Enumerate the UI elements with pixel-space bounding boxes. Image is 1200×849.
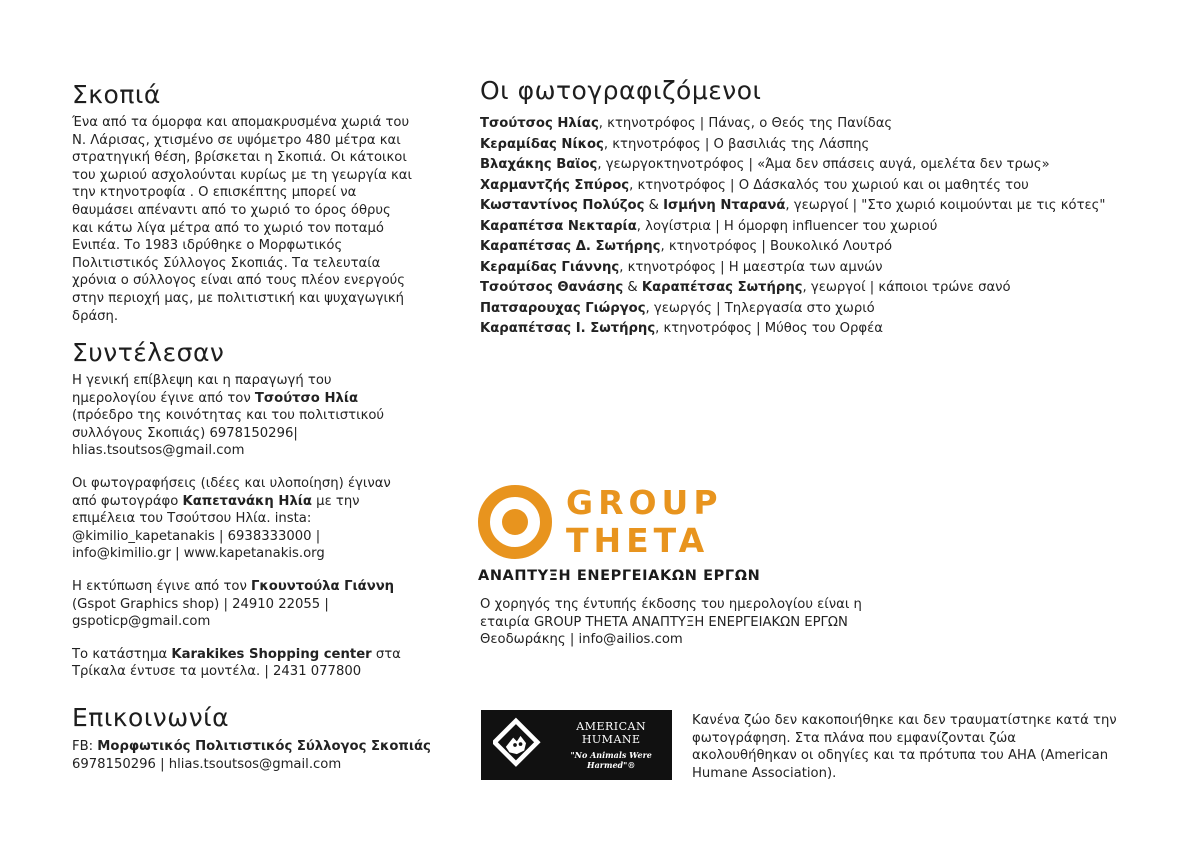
supervisor-name: Τσούτσο Ηλία (254, 390, 359, 406)
list-item: Καραπέτσα Νεκταρία, λογίστρια | Η όμορφη influencer του χωριού (480, 218, 938, 234)
store-name: Karakikes Shopping center (171, 646, 372, 662)
skopia-title: Σκοπιά (72, 80, 161, 109)
aha-tagline: "No Animals Were Harmed"® (570, 750, 652, 770)
logo-subtitle: ΑΝΑΠΤΥΞΗ ΕΝΕΡΓΕΙΑΚΩΝ ΕΡΓΩΝ (478, 568, 761, 584)
aha-dog-cat-icon (493, 717, 544, 773)
fb-page-name: Μορφωτικός Πολιτιστικός Σύλλογος Σκοπιάς (97, 739, 431, 754)
credits-photography: Οι φωτογραφήσεις (ιδέες και υλοποίηση) έγιναν από φωτογράφο Καπετανάκη Ηλία με την επιμέλεια του Τσούτσου Ηλία. insta: @kimilio_kapetanakis | 6938333000 | info@kimilio.gr | www.kapetanakis.org (72, 475, 391, 562)
contact-fb: FB: Μορφωτικός Πολιτιστικός Σύλλογος Σκοπιάς (72, 739, 431, 754)
aha-disclaimer: Κανένα ζώο δεν κακοποιήθηκε και δεν τραυματίστηκε κατά την φωτογράφηση. Στα πλάνα που εμφανίζονται ζώα ακολουθήθηκαν οι οδηγίες και τα πρότυπα του AHA (American Humane Association). (692, 713, 1117, 781)
printer-name: Γκουντούλα Γιάννη (251, 578, 395, 594)
list-item: Κεραμίδας Νίκος, κτηνοτρόφος | Ο βασιλιάς της Λάσπης (480, 136, 870, 152)
skopia-text: Ένα από τα όμορφα και απομακρυσμένα χωριά του Ν. Λάρισας, χτισμένο σε υψόμετρο 480 μέτρα και στρατηγική θέση, βρίσκεται η Σκοπιά. Οι κάτοικοι του χωριού ασχολούνται κυρίως με τη γεωργία και την κτηνοτροφία . Ο επισκέπτης μπορεί να θαυμάσει απέναντι από το χωριό το όρος όθρυς και κάτω λίγα μέτρα από το χωριό τον ποταμό Ενιπέα. Το 1983 ιδρύθηκε ο Μορφωτικός Πολιτιστικός Σύλλογος Σκοπιάς. Τα τελευταία χρόνια ο σύλλογος είναι από τους πλέον ενεργούς στην περιοχή μας, με πολιτιστική και ψυχαγωγική δράση. (72, 115, 412, 324)
list-item: Τσούτσος Ηλίας, κτηνοτρόφος | Πάνας, ο Θεός της Πανίδας (480, 116, 893, 131)
group-theta-logo (478, 484, 760, 584)
sponsor-text: Ο χορηγός της έντυπής έκδοσης του ημερολογίου είναι η εταιρία GROUP THETA ΑΝΑΠΤΥΞΗ ΕΝΕΡΓΕΙΑΚΩΝ ΕΡΓΩΝ Θεοδωράκης | info@ailios.com (480, 597, 862, 648)
credits-block (72, 372, 402, 696)
photographer-name: Καπετανάκη Ηλία (182, 493, 312, 509)
list-item: Βλαχάκης Βαϊος, γεωργοκτηνοτρόφος | «Άμα δεν σπάσεις αυγά, ομελέτα δεν τρως» (480, 157, 1050, 172)
target-icon (478, 485, 552, 559)
credits-clothing: Το κατάστημα Karakikes Shopping center στα Τρίκαλα έντυσε τα μοντέλα. | 2431 077800 (72, 646, 401, 680)
contact-block (72, 738, 432, 773)
list-item: Καραπέτσας Ι. Σωτήρης, κτηνοτρόφος | Μύθος του Ορφέα (480, 321, 883, 336)
contact-phone-email: 6978150296 | hlias.tsoutsos@gmail.com (72, 756, 342, 772)
credits-printing: Η εκτύπωση έγινε από τον Γκουντούλα Γιάννη (Gspot Graphics shop) | 24910 22055 | gspoticp@gmail.com (72, 578, 395, 630)
logo-word-group: GROUP (566, 483, 723, 522)
people-list (480, 114, 1120, 340)
logo-word-theta: THETA (566, 521, 710, 560)
list-item: Πατσαρουχας Γιώργος, γεωργός | Τηλεργασία στο χωριό (480, 300, 875, 316)
list-item: Καραπέτσας Δ. Σωτήρης, κτηνοτρόφος | Βουκολικό Λουτρό (480, 239, 893, 254)
list-item: Χαρμαντζής Σπύρος, κτηνοτρόφος | Ο Δάσκαλός του χωριού και οι μαθητές του (480, 177, 1029, 193)
list-item: Κεραμίδας Γιάννης, κτηνοτρόφος | Η μαεστρία των αμνών (480, 259, 883, 275)
list-item: Κωσταντίνος Πολύζος & Ισμήνη Νταρανά, γεωργοί | "Στο χωριό κοιμούνται με τις κότες" (480, 198, 1106, 213)
list-item: Τσούτσος Θανάσης & Καραπέτσας Σωτήρης, γεωργοί | κάποιοι τρώνε σανό (480, 280, 1011, 295)
contact-title: Επικοινωνία (72, 703, 230, 732)
american-humane-badge (481, 710, 672, 780)
credits-supervision: Η γενική επίβλεψη και η παραγωγή του ημερολογίου έγινε από τον Τσούτσο Ηλία (πρόεδρο της κοινότητας και του πολιτιστικού συλλόγους Σκοπιάς) 6978150296| hlias.tsoutsos@gmail.com (72, 373, 385, 459)
aha-name: AMERICAN HUMANE (576, 720, 647, 746)
credits-title: Συντέλεσαν (72, 338, 225, 367)
people-title: Οι φωτογραφιζόμενοι (480, 76, 762, 105)
